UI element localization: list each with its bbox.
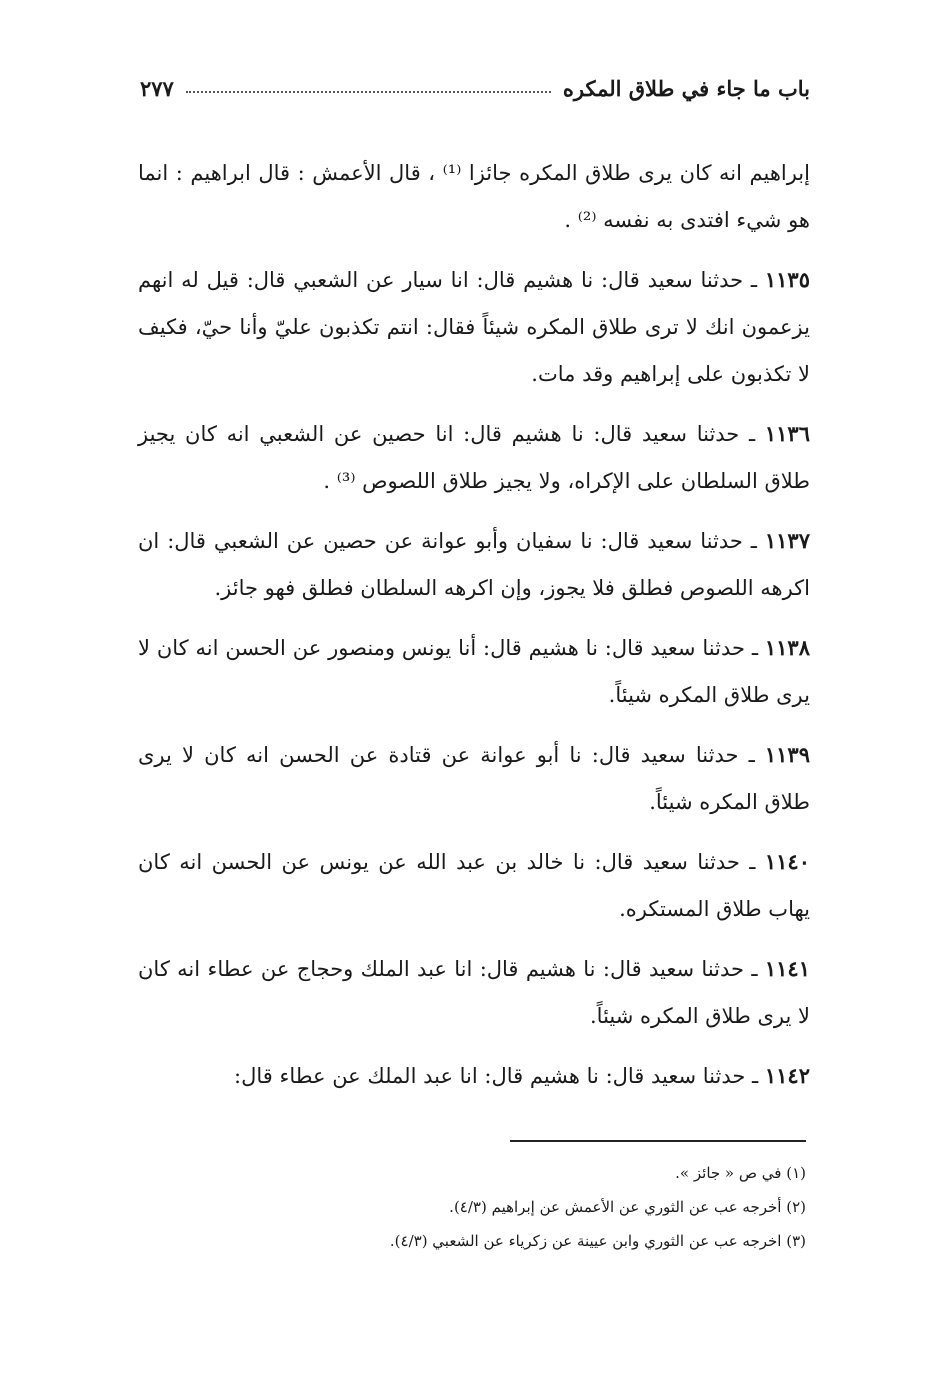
hadith-number: ١١٣٧ [764,528,810,553]
footnote-divider [510,1140,806,1142]
hadith-paragraph [138,838,810,933]
paragraph-continuation [138,150,810,244]
paragraph-text: ـ حدثنا سعيد قال: نا هشيم قال: انا حصين عن الشعبي انه كان يجيز طلاق السلطان على الإكراه، ولا يجيز طلاق اللصوص ⁽³⁾ . [138,422,810,493]
footnotes [240,1156,806,1258]
hadith-paragraph [138,624,810,719]
page-number: ٢٧٧ [140,75,174,101]
paragraph-text: ـ حدثنا سعيد قال: نا خالد بن عبد الله عن يونس عن الحسن انه كان يهاب طلاق المستكره. [138,850,810,921]
hadith-number: ١١٣٥ [764,267,810,292]
footnote: (٣) اخرجه عب عن الثوري وابن عيينة عن زكرياء عن الشعبي (٤/٣). [389,1232,806,1250]
paragraph-text: ـ حدثنا سعيد قال: نا أبو عوانة عن قتادة عن الحسن انه كان لا يرى طلاق المكره شيئاً. [138,743,810,814]
paragraph-text: ـ حدثنا سعيد قال: نا هشيم قال: انا عبد الملك عن عطاء قال: [234,1064,765,1088]
chapter-title: باب ما جاء في طلاق المكره [562,75,810,101]
header-dot-leader [186,91,551,93]
hadith-number: ١١٤٠ [764,849,810,874]
hadith-number: ١١٤١ [764,956,810,981]
paragraph-text: ـ حدثنا سعيد قال: نا هشيم قال: انا عبد الملك وحجاج عن عطاء انه كان لا يرى طلاق المكره شيئاً. [138,957,810,1028]
paragraph-text: ـ حدثنا سعيد قال: نا هشيم قال: أنا يونس ومنصور عن الحسن انه كان لا يرى طلاق المكره شيئاً. [138,636,810,707]
hadith-number: ١١٣٨ [764,635,810,660]
hadith-number: ١١٤٢ [764,1063,810,1088]
running-header [140,68,810,108]
hadith-number: ١١٣٩ [764,742,810,767]
hadith-paragraph [138,1052,810,1100]
hadith-paragraph [138,256,810,398]
hadith-number: ١١٣٦ [764,421,810,446]
hadith-paragraph [138,731,810,826]
paragraph-text: إبراهيم انه كان يرى طلاق المكره جائزا ⁽¹⁾ ، قال الأعمش : قال ابراهيم : انما هو شيء افتدى به نفسه ⁽²⁾ . [138,161,810,232]
paragraph-text: ـ حدثنا سعيد قال: نا هشيم قال: انا سيار عن الشعبي قال: قيل له انهم يزعمون انك لا ترى طلاق المكره شيئاً فقال: انتم تكذبون عليّ وأنا حيّ، فكيف لا تكذبون على إبراهيم وقد مات. [138,268,810,386]
footnote: (٢) أخرجه عب عن الثوري عن الأعمش عن إبراهيم (٤/٣). [449,1198,806,1216]
footnote: (١) في ص « جائز ». [675,1164,806,1182]
hadith-paragraph [138,517,810,612]
hadith-paragraph [138,945,810,1040]
hadith-paragraph [138,410,810,505]
paragraph-text: ـ حدثنا سعيد قال: نا سفيان وأبو عوانة عن حصين عن الشعبي قال: ان اكرهه اللصوص فطلق فلا يجوز، وإن اكرهه السلطان فطلق فهو جائز. [138,529,810,600]
main-text [138,150,810,1112]
